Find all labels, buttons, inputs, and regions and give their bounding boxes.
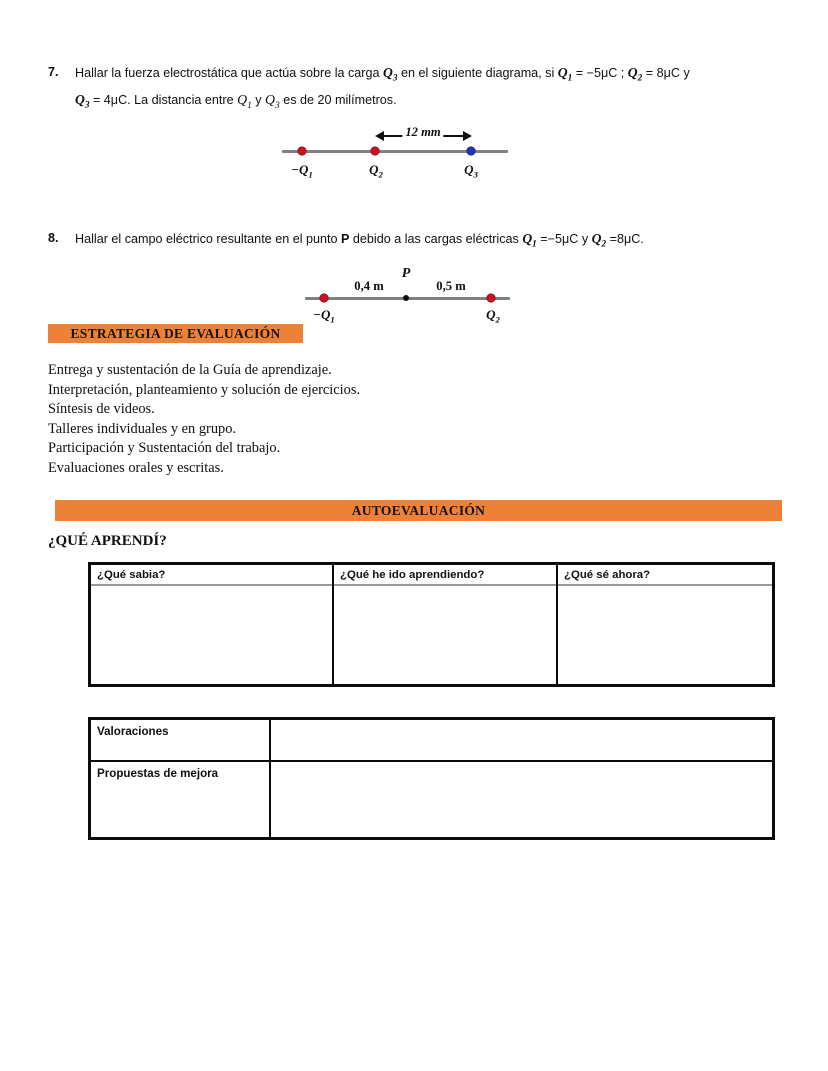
charge-label-q2: $Q_2$ <box>369 162 383 180</box>
problem-8-text <box>75 228 781 255</box>
charge-dot-q2 <box>371 147 380 156</box>
row-value-valoraciones[interactable] <box>271 720 772 760</box>
problem-7-q2: $Q_2$ <box>627 65 643 83</box>
autoevaluacion-banner <box>55 500 782 521</box>
table-cell-que-sabia[interactable] <box>91 586 332 684</box>
problem-7-text <box>75 62 781 116</box>
estrategia-item-6: Evaluaciones orales y escritas. <box>48 459 224 476</box>
estrategia-item-3: Síntesis de videos. <box>48 401 155 417</box>
charge-label-q1: $-Q_1$ <box>291 162 313 180</box>
distance-label-left: 0,4 m <box>354 279 384 293</box>
diagram-problem-7 <box>275 122 515 184</box>
problem-7-number: 7. <box>48 65 59 79</box>
row-label-valoraciones: Valoraciones <box>91 720 271 760</box>
charge-dot-q1-d8 <box>320 294 329 303</box>
distance-label-right: 0,5 m <box>436 279 466 293</box>
table-cell-que-se-ahora[interactable] <box>558 586 772 684</box>
charge-dot-q2-d8 <box>487 294 496 303</box>
que-aprendi-heading: ¿QUÉ APRENDÍ? <box>48 533 167 549</box>
problem-7-q3-value: = 4μC. <box>89 92 135 107</box>
problem-7-q2-value: = 8μC y <box>642 66 690 80</box>
estrategia-banner-label: ESTRATEGIA DE EVALUACIÓN <box>70 325 281 341</box>
table-cell-que-he-ido-aprendiendo[interactable] <box>334 586 556 684</box>
row-label-propuestas-de-mejora: Propuestas de mejora <box>91 762 271 837</box>
row-value-propuestas-de-mejora[interactable] <box>271 762 772 837</box>
valoraciones-table <box>88 717 775 840</box>
charge-dot-q1 <box>298 147 307 156</box>
estrategia-item-1: Entrega y sustentación de la Guía de aprendizaje. <box>48 362 332 378</box>
point-dot-p <box>403 295 409 301</box>
problem-7-line2-mid: y <box>251 92 266 107</box>
problem-7-charge-q3: $Q_3$ <box>383 65 398 83</box>
problem-7-seg-a: Hallar la fuerza electrostática que actúa sobre la carga <box>75 66 384 80</box>
table-column-1 <box>91 565 334 684</box>
problem-7-q3: $Q_3$ <box>75 91 90 110</box>
table-row <box>91 762 772 837</box>
table-column-2 <box>334 565 558 684</box>
problem-8-number: 8. <box>48 231 59 245</box>
problem-7-q3-ref: $Q_3$ <box>265 91 280 111</box>
charge-label-q2-d8: $Q_2$ <box>486 307 500 325</box>
estrategia-list <box>48 361 468 478</box>
problem-8-q2: $Q_2$ <box>591 231 607 249</box>
problem-8-q2-value: =8μC. <box>606 232 644 246</box>
estrategia-item-4: Talleres individuales y en grupo. <box>48 420 237 437</box>
estrategia-banner <box>48 324 303 343</box>
charge-label-q3: $Q_3$ <box>464 162 478 180</box>
table-row <box>91 720 772 762</box>
distance-label-12mm: 12 mm <box>402 125 443 140</box>
charge-label-q1-d8: $-Q_1$ <box>313 307 335 325</box>
arrow-head-right-icon <box>463 131 472 141</box>
problem-8-seg-b: debido a las cargas eléctricas <box>349 232 523 246</box>
diagram-problem-8 <box>305 266 520 325</box>
point-label-p: P <box>401 266 411 281</box>
autoevaluacion-banner-label: AUTOEVALUACIÓN <box>351 502 486 518</box>
problem-8 <box>48 228 781 255</box>
problem-7-q1-ref: $Q_1$ <box>237 91 252 111</box>
aprendizaje-table <box>88 562 775 687</box>
problem-7-q1: $Q_1$ <box>557 65 573 83</box>
table-column-3 <box>558 565 772 684</box>
table-header-que-he-ido-aprendiendo: ¿Qué he ido aprendiendo? <box>334 565 556 586</box>
problem-7-line2-b: es de 20 milímetros. <box>279 92 397 107</box>
problem-8-point-p: P <box>341 232 350 246</box>
problem-7-seg-b: en el siguiente diagrama, si <box>397 66 558 80</box>
table-header-que-sabia: ¿Qué sabia? <box>91 565 332 586</box>
table-header-que-se-ahora: ¿Qué sé ahora? <box>558 565 772 586</box>
problem-8-q1-value: =−5μC y <box>536 232 592 246</box>
problem-8-q1: $Q_1$ <box>522 231 537 249</box>
estrategia-item-2: Interpretación, planteamiento y solución de ejercicios. <box>48 381 361 398</box>
charge-dot-q3 <box>467 147 476 156</box>
estrategia-item-5: Participación y Sustentación del trabajo. <box>48 440 281 456</box>
problem-7 <box>48 62 781 116</box>
problem-8-seg-a: Hallar el campo eléctrico resultante en el punto <box>75 232 342 246</box>
problem-7-q1-value: = −5μC ; <box>572 66 628 80</box>
problem-7-line2-a: La distancia entre <box>134 92 238 107</box>
